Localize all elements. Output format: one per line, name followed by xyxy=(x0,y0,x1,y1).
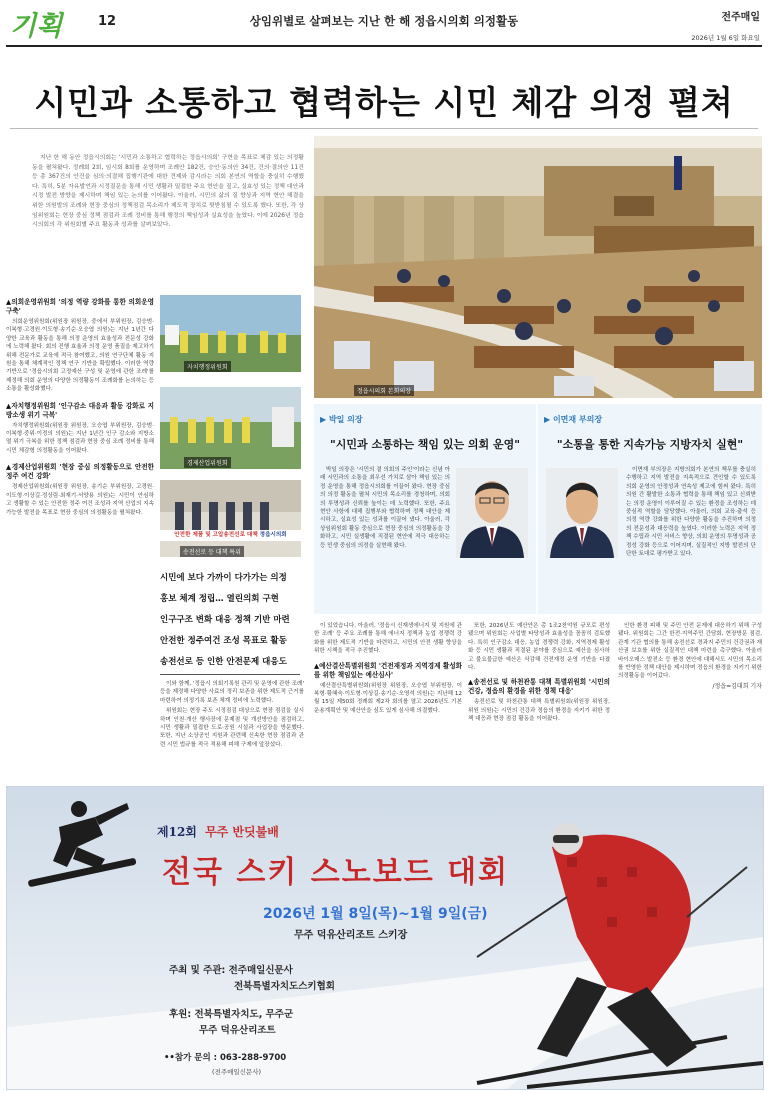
section-label: 기획 xyxy=(10,11,63,42)
event-banner xyxy=(160,530,301,541)
edition-sponsor: 무주 반딧불배 xyxy=(205,825,279,839)
ad-dates: 2026년 1월 8일(목)~1월 9일(금) xyxy=(263,906,488,922)
article-title: 시민과 소통하고 협력하는 시민 체감 의정 펼쳐 xyxy=(34,83,734,122)
ad-support xyxy=(169,1007,293,1039)
vice-chairman-interview xyxy=(538,404,762,614)
lead-paragraph xyxy=(32,154,304,233)
ad-edition xyxy=(157,823,279,840)
pull-quote-line: 인구구조 변화 대응 정책 기반 마련 xyxy=(160,615,290,625)
chairman-interview xyxy=(314,404,536,614)
support-2: 무주 덕유산리조트 xyxy=(199,1025,276,1036)
paper-name: 전주매일 xyxy=(721,12,760,23)
photo-caption: 송전선로 등 대책 특위 xyxy=(180,546,244,557)
interview-quote: "소통을 통한 지속가능 지방자치 실현" xyxy=(556,438,744,451)
column-text: 또한, 2026년도 예산안은 총 1조2천억원 규모로 편성됐으며 위원회는 사업별 타당성과 효율성을 꼼꼼히 검토했다. 특히 인구감소 대응, 농업 경쟁력 강화, 지역경제 활성화 등 시민 생활과 직결된 분야를 중심으로 예산을 심사하고 불요불급한 예산은 삭감해 건전재정 운영 기반을 다졌다. xyxy=(468,623,610,672)
chairman-portrait-illustration xyxy=(456,468,528,558)
committee-photo-1 xyxy=(160,295,301,372)
interview-quote: "시민과 소통하는 책임 있는 의회 운영" xyxy=(330,438,520,451)
ski-ad xyxy=(6,786,764,1090)
committee-body: 자치행정위원회(위원장 위원장, 오승엽 부위원장, 김승범·이복형·중위·이정의 의원)는 지난 1년간 인구 감소와 지방소멸 위기 극복을 위한 정책 점검과 현장 중심 조례 정비를 통해 시민 체감형 의정활동을 이어왔다. xyxy=(6,422,154,454)
ad-inquiry: ••참가 문의 : 063-288-9700 xyxy=(164,1053,287,1063)
committee-heading: ▲예산결산특별위원회 '건전재정과 지역경제 활성화를 위한 책임있는 예산심사' xyxy=(314,661,462,679)
interview-label: ▶ 이면재 부의장 xyxy=(544,415,603,424)
host-2: 전북특별자치도스키협회 xyxy=(234,981,335,992)
pull-quote-line: 송전선로 등 인한 안전문제 대응도 xyxy=(160,657,287,667)
pull-quote xyxy=(160,568,305,673)
ad-host xyxy=(169,963,335,995)
banner-text-red: 안전한 제품 및 고압송전선로 대책 xyxy=(174,532,260,538)
committee-heading: ▲송전선로 및 하천관통 대책 특별위원회 '시민의 건강, 정읍의 환경을 위한 정책 대응' xyxy=(468,678,610,696)
committee-body: 예산결산특별위원회(위원장 위원장, 오승엽 부위원장, 이복형·황혜숙·이도형·이상길·송기순·오영석 의원)는 지난해 12월 15일 제50회 정례회 제2차 회의를 열고 2026년도 기본 운용계획안 및 예산안을 심도 있게 심사해 의결했다. xyxy=(314,682,462,714)
byline: /정읍=김대희 기자 xyxy=(712,682,762,690)
committee-photo-3 xyxy=(160,480,301,557)
photo-caption: 정읍시의회 본회의장 xyxy=(354,385,414,396)
header-rule xyxy=(6,45,762,47)
pull-quote-line: 안전한 정주여건 조성 목표로 활동 xyxy=(160,636,287,646)
host-1: 전주매일신문사 xyxy=(228,965,293,976)
banner-text-blue: 정읍시의회 xyxy=(259,532,287,538)
committee-body: 의회운영위원회(위원장 위원장, 중에서 부위원장, 김승범·이복형·고경원·이도형·송기순·오승엽 의원)는 지난 1년간 다양한 교육과 활동을 통해 의정 운영의 효율성과 전문성 강화에 노력해 왔다. 회의 진행 효율과 의정 운영 품질을 제고하기 위해 전문가로 교육에 적극 참여했고, 의원 연구단체 활동 지원을 통해 체계적인 정책 연구 기반을 확립했다. 이러한 역량 기반으로 '정읍시의회 고정예산 구성 및 운영에 관한 조례'를 제정해 의회 운영의 다양한 의정활동이 조례화를 논의하는 등 소통을 활성화했다. xyxy=(6,319,154,393)
ad-title: 전국 스키 스노보드 대회 xyxy=(162,855,510,890)
interview-label: ▶ 박일 의장 xyxy=(320,415,363,424)
interview-text: 이면재 부의장은 지방의회가 본연의 책무를 충실히 수행하고 지역 발전을 지속적으로 견인할 수 있도록 의회 운영의 안정성과 연속성 제고에 힘써 왔다. 특히 의원 간 활발한 소통과 협력을 통해 책임 있고 신뢰받는 의정 운영이 이루어질 수 있는 환경을 조성하는 데 중심적 역할을 담당했다. 아울러, 의회 교육·출석 등 의정 역량 강화를 위한 다양한 활동을 추진하며 의정의 전문성과 대응력을 높였다. 이러한 노력은 지역 정책 수립과 시민 서비스 향상, 의회 운영의 투명성과 공정성 강화 등으로 이어지며, 실질적인 지방 발전의 단단한 토대로 평가받고 있다. xyxy=(626,467,756,558)
page-number: 12 xyxy=(98,14,117,29)
interview-text: 박일 의장은 '시민의 곁 의회의 주인'이라는 신념 아래 시민과의 소통을 최우선 가치로 삼아 책임 있는 의정 운영을 통해 정읍시의회를 이끌어 왔다. 현장 중심의 의정 활동을 펼쳐 시민의 목소리를 경청하며, 의회의 투명성과 신뢰를 높이는 데 노력했다. 또한, 주요 현안 사항에 대해 집행부와 협력하며 정책 대안을 제시하고, 실효성 있는 성과를 이끌어 냈다. 아울러, 각 상임위원회 활동 중심으로 현장 중심의 의정활동을 강화하고, 시민 실생활에 직결된 현안에 적극 대응하는 등 민생 중심의 의정을 실현해 왔다. xyxy=(320,467,450,549)
column-text: 위원회는 현장 주도 시정점검 대상으로 현장 점검을 실시하며 인천·개산 행사장에 문제점 및 개선방안을 점검하고, 시민 생활과 밀접한 도로·공원 시설과 사업장을 방문했다. 또한, 지난 소상공인 지원과 관련해 신속한 현장 점검과 관련 시민 법규를 적극 적용해 피해 구제에 앞장섰다. xyxy=(160,708,304,748)
support-label: 후원: xyxy=(169,1009,195,1020)
ad-venue: 무주 덕유산리조트 스키장 xyxy=(294,930,408,941)
ad-inquiry-sub: (전주매일신문사) xyxy=(212,1068,262,1076)
pull-quote-line: 시민에 보다 가까이 다가가는 의정 xyxy=(160,573,287,583)
column-text: 인한 환경 피해 및 주민 안전 문제에 대응하기 위해 구성됐다. 위원회는 그간 한전·지역주민 간담회, 현장방문 점검, 관계 기관 협의를 통해 송전선로 경과지 주민의 건강권과 재산권 보호를 위한 실질적인 대책 마련을 촉구했다. 아울러 바이오매스 발전소 등 환경 현안에 대해서도 시민의 목소리를 반영한 정책 대안을 제시하며 정읍의 환경을 지키기 위한 의정활동을 이어갔다. xyxy=(618,623,762,680)
column-text: 이 있었습니다. 아울러, '정읍시 신재생에너지 및 지원에 관한 조례' 등 주요 조례를 통해 에너지 정책과 농업 경쟁력 강화를 위한 제도적 기반을 마련하고, 시민의 안전 생활 향상을 위한 시책을 적극 추진했다. xyxy=(314,623,462,655)
committee-heading: ▲의회운영위원회 '의정 역량 강화를 통한 의회운영 구축' xyxy=(6,298,154,315)
photo-caption: 자치행정위원회 xyxy=(184,361,231,372)
left-column xyxy=(6,295,154,519)
chairman-portrait xyxy=(456,468,528,558)
host-label: 주최 및 주관: xyxy=(169,965,229,976)
interview-body xyxy=(626,466,756,560)
text-column-5 xyxy=(618,622,762,691)
vice-chairman-portrait-illustration xyxy=(546,468,618,558)
support-1: 전북특별자치도, 무주군 xyxy=(194,1009,294,1020)
issue-date: 2026년 1월 6일 화요일 xyxy=(691,34,760,42)
committee-heading: ▲자치행정위원회 '인구감소 대응과 활동 강화로 지방소생 위기 극복' xyxy=(6,401,154,419)
council-chamber-photo xyxy=(314,136,762,398)
lead-text: 지난 한 해 동안 정읍시의회는 '시민과 소통하고 협력하는 정읍시의회' 구현을 목표로 체감 있는 의정활동을 펼쳐왔다. 정례회 2회, 임시회 8회를 운영하며 조례안 182건, 승인·동의안 34건, 건의·결의안 11건 등 총 367건의 안건을 심의·의결해 집행기관에 대한 견제와 감시라는 의회 본연의 역할을 충실히 수행했다. 특히, 5분 자유발언과 시정질문을 통해 시민 생활과 밀접한 주요 현안을 짚고, 실효성 있는 정책 대안과 시정 발전 방향을 제시하며 책임 있는 논의를 이어왔다. 이울러, 시민의 삶의 질 향상과 지역 현안 해결을 위한 의원발의 조례와 현장 중심의 정책점검 목소리가 제도적 장치로 뒷받침될 수 있도록 했다. 또한, 각 상임위원회는 현장 중심 정책 점검과 조례 정비를 통해 행정의 책임성과 실효성을 높였다. 이에 2026년 정읍시의회의 각 위원회별 주요 활동과 성과를 살펴보았다. xyxy=(32,155,304,229)
pull-quote-line: 홍보 체계 정립… 열린의회 구현 xyxy=(160,594,279,604)
text-column-2 xyxy=(160,680,304,751)
committee-body: 송전선로 및 하천관통 대책 특별위원회(위원장 위원장, 위원 의원)는 시민의 건강과 정읍의 환경을 지키기 위한 정책 대응과 현장 점검 활동을 이어왔다. xyxy=(468,699,610,723)
column-text: 이와 함께, '정읍시 의회기록원 관리 및 운영에 관한 조례' 등을 제정해 다양한 사료의 정리 보존을 위한 제도적 근거를 마련하여 의정기록 보존 체계 정비에 노력했다. xyxy=(160,681,304,704)
chamber-illustration xyxy=(314,136,762,398)
committee-body: 경제산업위원회(위원장 위원장, 송기순 부위원장, 고경원·이도형·이상길·정상림·최재기·서양용 의원)는 시민이 안심하고 생활할 수 있는 안전한 정주 여건 조성과 지역 산업의 지속 가능한 발전을 목표로 현장 중심의 의정활동을 펼쳐왔다. xyxy=(6,484,154,516)
interview-body xyxy=(320,466,450,552)
edition-number: 제12회 xyxy=(157,825,197,839)
photo-caption: 경제산업위원회 xyxy=(184,457,231,468)
pull-quote-rule xyxy=(160,674,300,675)
title-rule xyxy=(10,128,758,129)
text-column-3 xyxy=(314,622,462,717)
vice-chairman-portrait xyxy=(546,468,618,558)
text-column-4 xyxy=(468,622,610,726)
committee-photo-2 xyxy=(160,387,301,469)
committee-heading: ▲경제산업위원회 '현장 중심 의정활동으로 안전한 정주 여건 강화' xyxy=(6,463,154,481)
section-headline: 상임위별로 살펴보는 지난 한 해 정읍시의회 의정활동 xyxy=(249,14,519,28)
